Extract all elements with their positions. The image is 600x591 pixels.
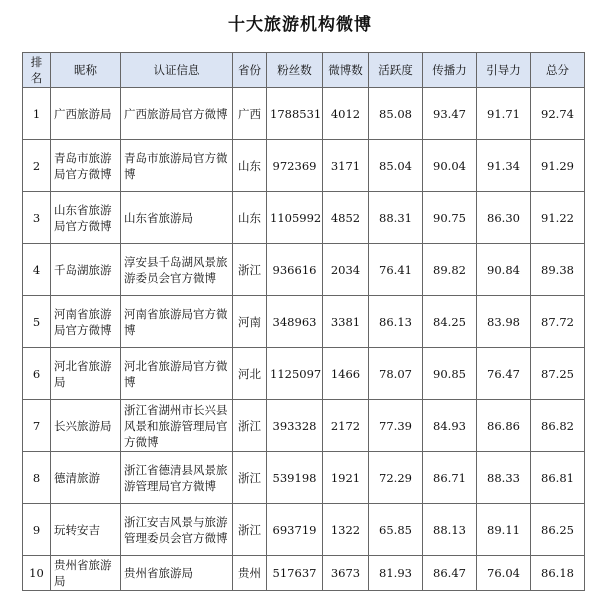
posts-cell: 4012 (323, 88, 369, 140)
guidance-cell: 88.33 (477, 452, 531, 504)
rank-cell: 6 (23, 348, 51, 400)
total-cell: 86.81 (531, 452, 585, 504)
guidance-cell: 76.04 (477, 556, 531, 591)
verification-cell: 河南省旅游局官方微博 (121, 296, 233, 348)
nickname-cell: 河南省旅游局官方微博 (51, 296, 121, 348)
province-cell: 浙江 (233, 400, 267, 452)
table-row (23, 296, 585, 348)
nickname-cell: 玩转安吉 (51, 504, 121, 556)
rank-cell: 1 (23, 88, 51, 140)
spread-cell: 90.85 (423, 348, 477, 400)
header-verification: 认证信息 (121, 53, 233, 88)
total-cell: 86.82 (531, 400, 585, 452)
rank-cell: 10 (23, 556, 51, 591)
posts-cell: 1466 (323, 348, 369, 400)
nickname-cell: 千岛湖旅游 (51, 244, 121, 296)
followers-cell: 972369 (267, 140, 323, 192)
total-cell: 89.38 (531, 244, 585, 296)
header-followers: 粉丝数 (267, 53, 323, 88)
verification-cell: 浙江省湖州市长兴县风景和旅游管理局官方微博 (121, 400, 233, 452)
spread-cell: 90.75 (423, 192, 477, 244)
province-cell: 贵州 (233, 556, 267, 591)
verification-cell: 浙江省德清县风景旅游管理局官方微博 (121, 452, 233, 504)
guidance-cell: 86.86 (477, 400, 531, 452)
rank-cell: 8 (23, 452, 51, 504)
total-cell: 86.25 (531, 504, 585, 556)
posts-cell: 3381 (323, 296, 369, 348)
rank-cell: 2 (23, 140, 51, 192)
province-cell: 河南 (233, 296, 267, 348)
table-row (23, 140, 585, 192)
rank-cell: 7 (23, 400, 51, 452)
rank-cell: 9 (23, 504, 51, 556)
spread-cell: 89.82 (423, 244, 477, 296)
activity-cell: 86.13 (369, 296, 423, 348)
province-cell: 河北 (233, 348, 267, 400)
spread-cell: 88.13 (423, 504, 477, 556)
followers-cell: 1105992 (267, 192, 323, 244)
document-title: 十大旅游机构微博 (228, 15, 372, 35)
province-cell: 广西 (233, 88, 267, 140)
table-row (23, 244, 585, 296)
rank-cell: 4 (23, 244, 51, 296)
followers-cell: 1788531 (267, 88, 323, 140)
posts-cell: 1322 (323, 504, 369, 556)
nickname-cell: 德清旅游 (51, 452, 121, 504)
table-body (23, 88, 585, 591)
total-cell: 92.74 (531, 88, 585, 140)
province-cell: 浙江 (233, 244, 267, 296)
spread-cell: 84.93 (423, 400, 477, 452)
posts-cell: 3673 (323, 556, 369, 591)
table-row (23, 348, 585, 400)
guidance-cell: 76.47 (477, 348, 531, 400)
header-spread: 传播力 (423, 53, 477, 88)
activity-cell: 85.04 (369, 140, 423, 192)
posts-cell: 2172 (323, 400, 369, 452)
nickname-cell: 山东省旅游局官方微博 (51, 192, 121, 244)
nickname-cell: 青岛市旅游局官方微博 (51, 140, 121, 192)
activity-cell: 72.29 (369, 452, 423, 504)
province-cell: 山东 (233, 192, 267, 244)
guidance-cell: 90.84 (477, 244, 531, 296)
header-rank: 排名 (23, 53, 51, 88)
verification-cell: 河北省旅游局官方微博 (121, 348, 233, 400)
guidance-cell: 91.34 (477, 140, 531, 192)
activity-cell: 85.08 (369, 88, 423, 140)
guidance-cell: 83.98 (477, 296, 531, 348)
total-cell: 87.72 (531, 296, 585, 348)
nickname-cell: 河北省旅游局 (51, 348, 121, 400)
posts-cell: 1921 (323, 452, 369, 504)
total-cell: 91.22 (531, 192, 585, 244)
header-province: 省份 (233, 53, 267, 88)
verification-cell: 青岛市旅游局官方微博 (121, 140, 233, 192)
activity-cell: 77.39 (369, 400, 423, 452)
activity-cell: 76.41 (369, 244, 423, 296)
table-row (23, 556, 585, 591)
table-row (23, 88, 585, 140)
activity-cell: 88.31 (369, 192, 423, 244)
table-row (23, 504, 585, 556)
nickname-cell: 长兴旅游局 (51, 400, 121, 452)
province-cell: 浙江 (233, 452, 267, 504)
province-cell: 浙江 (233, 504, 267, 556)
verification-cell: 浙江安吉风景与旅游管理委员会官方微博 (121, 504, 233, 556)
header-activity: 活跃度 (369, 53, 423, 88)
rank-cell: 5 (23, 296, 51, 348)
activity-cell: 81.93 (369, 556, 423, 591)
followers-cell: 517637 (267, 556, 323, 591)
verification-cell: 贵州省旅游局 (121, 556, 233, 591)
total-cell: 87.25 (531, 348, 585, 400)
followers-cell: 393328 (267, 400, 323, 452)
table-row (23, 400, 585, 452)
table-header (23, 53, 585, 88)
header-row (23, 53, 585, 88)
verification-cell: 广西旅游局官方微博 (121, 88, 233, 140)
posts-cell: 4852 (323, 192, 369, 244)
header-nickname: 昵称 (51, 53, 121, 88)
table-row (23, 192, 585, 244)
province-cell: 山东 (233, 140, 267, 192)
total-cell: 86.18 (531, 556, 585, 591)
followers-cell: 539198 (267, 452, 323, 504)
nickname-cell: 广西旅游局 (51, 88, 121, 140)
total-cell: 91.29 (531, 140, 585, 192)
header-posts: 微博数 (323, 53, 369, 88)
followers-cell: 348963 (267, 296, 323, 348)
table-row (23, 452, 585, 504)
verification-cell: 山东省旅游局 (121, 192, 233, 244)
posts-cell: 3171 (323, 140, 369, 192)
guidance-cell: 91.71 (477, 88, 531, 140)
verification-cell: 淳安县千岛湖风景旅游委员会官方微博 (121, 244, 233, 296)
spread-cell: 86.71 (423, 452, 477, 504)
nickname-cell: 贵州省旅游局 (51, 556, 121, 591)
guidance-cell: 86.30 (477, 192, 531, 244)
header-guidance: 引导力 (477, 53, 531, 88)
spread-cell: 86.47 (423, 556, 477, 591)
activity-cell: 78.07 (369, 348, 423, 400)
followers-cell: 693719 (267, 504, 323, 556)
followers-cell: 936616 (267, 244, 323, 296)
header-total: 总分 (531, 53, 585, 88)
posts-cell: 2034 (323, 244, 369, 296)
activity-cell: 65.85 (369, 504, 423, 556)
spread-cell: 84.25 (423, 296, 477, 348)
rank-cell: 3 (23, 192, 51, 244)
ranking-table (22, 52, 585, 591)
followers-cell: 1125097 (267, 348, 323, 400)
spread-cell: 90.04 (423, 140, 477, 192)
guidance-cell: 89.11 (477, 504, 531, 556)
spread-cell: 93.47 (423, 88, 477, 140)
